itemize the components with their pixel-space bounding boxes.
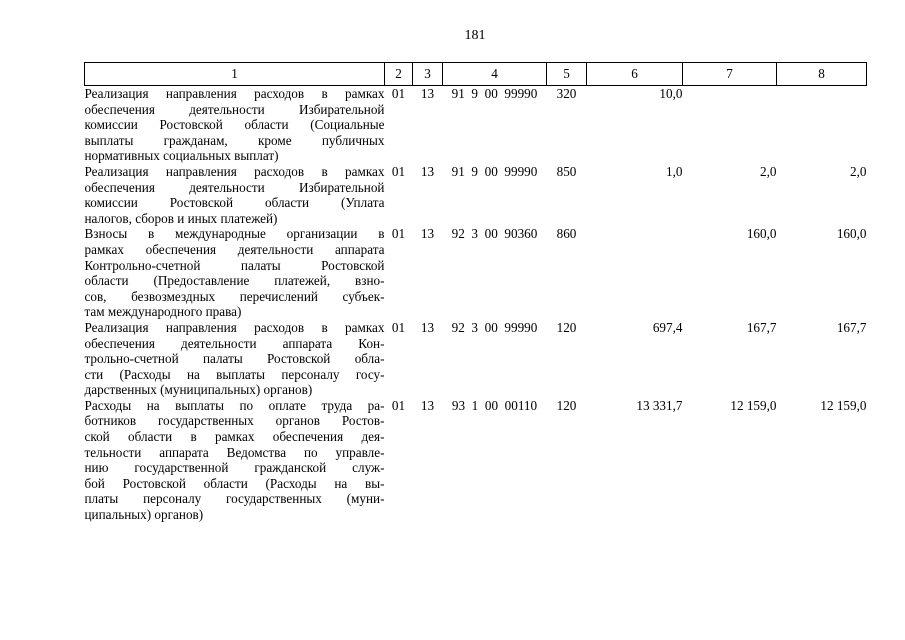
amount-col-6: 13 331,7: [636, 397, 683, 413]
description-line: Реализация направления расходов в рамках: [84, 86, 385, 101]
expense-type-code: 850: [556, 163, 577, 179]
amount-col-8: 2,0: [850, 163, 867, 179]
amount-col-8: 167,7: [836, 319, 867, 335]
description-line: комиссии Ростовской области (Уплата: [84, 195, 385, 211]
target-article-code-text: 91 9 00 99990: [451, 163, 538, 179]
budget-table: [84, 62, 867, 523]
table-row: [85, 226, 867, 320]
table-row: [85, 398, 867, 523]
description-line: ской области в рамках обеспечения дея-: [84, 429, 385, 445]
column-header-2: 2: [385, 63, 413, 86]
section-code: 01: [391, 163, 406, 179]
description-line: Реализация направления расходов в рамках: [84, 163, 385, 179]
column-header-8: 8: [777, 63, 867, 86]
table-row: [85, 320, 867, 398]
expense-type-code: 120: [556, 397, 577, 413]
row-description: [85, 398, 385, 523]
subsection-code: 13: [420, 163, 435, 179]
target-article-code: [443, 86, 547, 164]
description-line: тельности аппарата Ведомства по управле-: [84, 444, 385, 460]
description-line: обеспечения деятельности Избирательной: [84, 101, 385, 117]
subsection-code: 13: [420, 319, 435, 335]
header-row: [85, 63, 867, 86]
amount-col-6: 10,0: [659, 86, 683, 101]
description-line: нию государственной гражданской служ-: [84, 460, 385, 476]
subsection-code: 13: [420, 397, 435, 413]
table-row: [85, 86, 867, 164]
description-line: там международного права): [84, 304, 242, 320]
description-line: ботников государственных органов Ростов-: [84, 413, 385, 429]
section-code: 01: [391, 397, 406, 413]
description-line: ципальных) органов): [84, 507, 204, 523]
description-line: сов, безвозмездных перечислений субъек-: [84, 288, 385, 304]
section-code: 01: [391, 86, 406, 101]
description-line: комиссии Ростовской области (Социальные: [84, 117, 385, 133]
column-header-4: 4: [443, 63, 547, 86]
column-header-5: 5: [547, 63, 587, 86]
section-code: 01: [391, 319, 406, 335]
description-line: бой Ростовской области (Расходы на вы-: [84, 475, 385, 491]
description-line: сти (Расходы на выплаты персоналу госу-: [84, 366, 385, 382]
target-article-code-text: 91 9 00 99990: [451, 86, 538, 101]
description-line: Расходы на выплаты по оплате труда ра-: [84, 397, 385, 413]
column-header-6: 6: [587, 63, 683, 86]
amount-col-6: 1,0: [666, 163, 683, 179]
amount-col-7: 12 159,0: [730, 397, 777, 413]
expense-type-code: 320: [556, 86, 577, 101]
description-line: обеспечения деятельности аппарата Кон-: [84, 335, 385, 351]
description-line: трольно-счетной палаты Ростовской обла-: [84, 351, 385, 367]
description-line: Реализация направления расходов в рамках: [84, 319, 385, 335]
page-number: 181: [464, 28, 486, 43]
column-header-7: 7: [683, 63, 777, 86]
expense-type-code: 120: [556, 319, 577, 335]
row-description: [85, 226, 385, 320]
amount-col-7: [683, 86, 777, 164]
amount-col-8: [777, 86, 867, 164]
description-line: дарственных (муниципальных) органов): [84, 382, 313, 398]
amount-col-6: [587, 226, 683, 320]
target-article-code: [443, 398, 547, 523]
target-article-code: [443, 226, 547, 320]
description-line: рамках обеспечения деятельности аппарата: [84, 241, 385, 257]
description-line: области (Предоставление платежей, взно-: [84, 273, 385, 289]
row-description: [85, 164, 385, 226]
subsection-code: 13: [420, 86, 435, 101]
amount-col-8: 160,0: [836, 226, 867, 242]
expense-type-code: 860: [556, 226, 577, 242]
target-article-code-text: 93 1 00 00110: [451, 397, 538, 413]
description-line: налогов, сборов и иных платежей): [84, 210, 278, 226]
amount-col-6: 697,4: [652, 319, 683, 335]
table-row: [85, 164, 867, 226]
column-header-1: 1: [85, 63, 385, 86]
amount-col-7: 167,7: [746, 319, 777, 335]
target-article-code-text: 92 3 00 90360: [451, 226, 538, 242]
subsection-code: 13: [420, 226, 435, 242]
description-line: Контрольно-счетной палаты Ростовской: [84, 257, 385, 273]
section-code: 01: [391, 226, 406, 242]
row-description: [85, 320, 385, 398]
target-article-code-text: 92 3 00 99990: [451, 319, 538, 335]
amount-col-8: 12 159,0: [820, 397, 867, 413]
target-article-code: [443, 164, 547, 226]
description-line: Взносы в международные организации в: [84, 226, 385, 242]
amount-col-7: 160,0: [746, 226, 777, 242]
amount-col-7: 2,0: [760, 163, 777, 179]
description-line: обеспечения деятельности Избирательной: [84, 179, 385, 195]
description-line: нормативных социальных выплат): [84, 148, 279, 164]
description-line: платы персоналу государственных (муни-: [84, 491, 385, 507]
description-line: выплаты гражданам, кроме публичных: [84, 132, 385, 148]
column-header-3: 3: [413, 63, 443, 86]
target-article-code: [443, 320, 547, 398]
row-description: [85, 86, 385, 164]
table-body: [85, 86, 867, 523]
